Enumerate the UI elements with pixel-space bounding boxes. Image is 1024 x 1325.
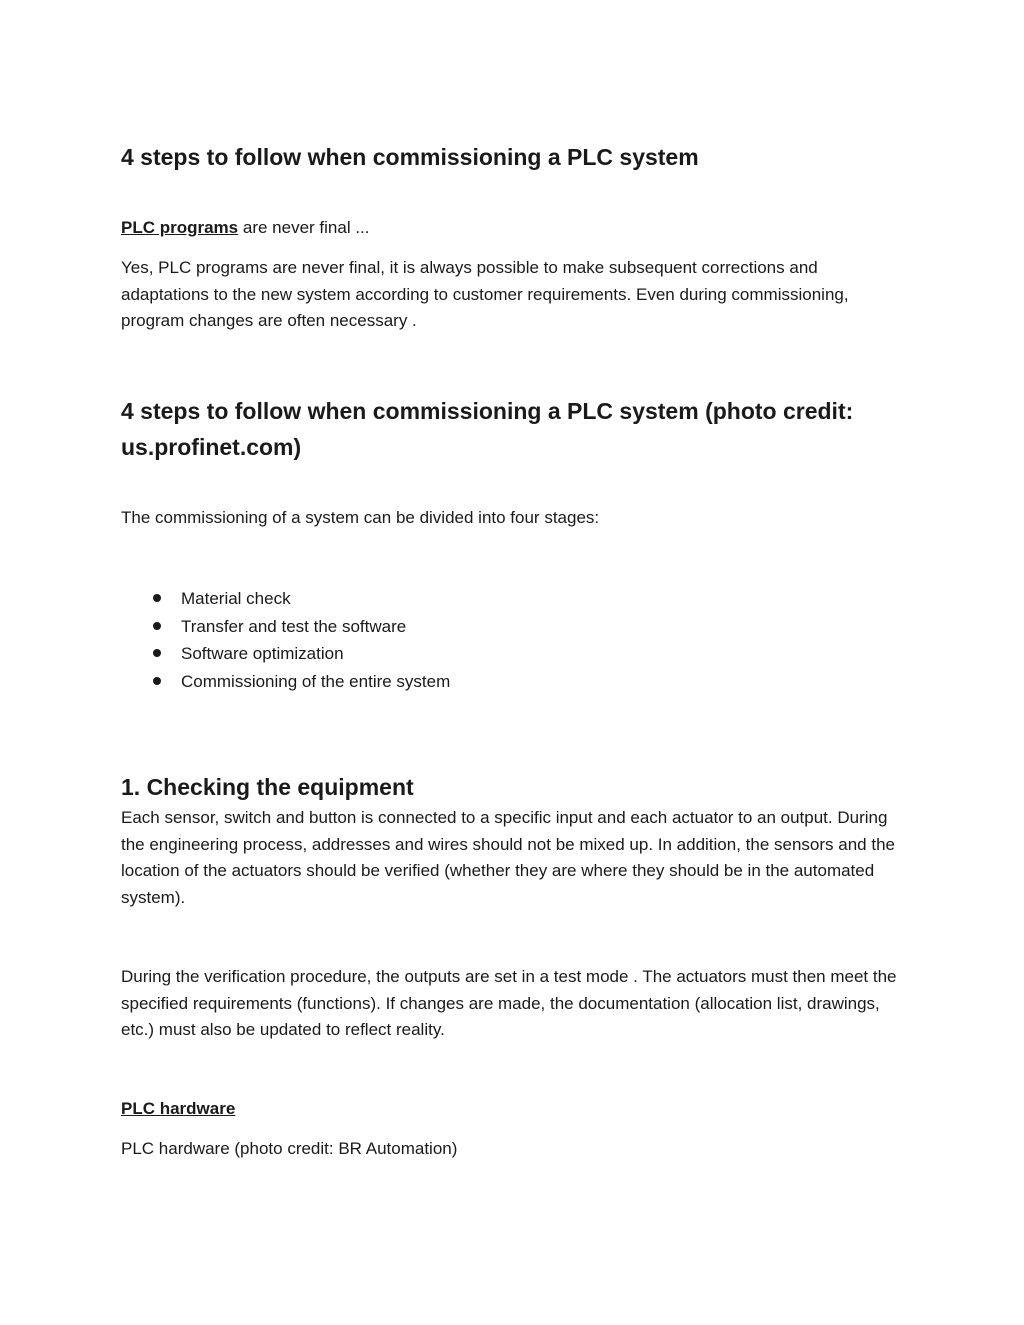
intro-rest-text: are never final ...	[238, 218, 370, 237]
bullet-icon	[153, 594, 161, 602]
page-title: 4 steps to follow when commissioning a PLC system	[121, 144, 699, 170]
section-1-paragraph-a: Each sensor, switch and button is connected to a specific input and each actuator to an output. During the engineering process, addresses and wires should not be mixed up. In addition, the sensors and the location of the actuators should be verified (whether they are where they should be in the automated system).	[121, 808, 895, 907]
list-item	[121, 613, 450, 641]
list-item-label: Material check	[181, 589, 291, 608]
hardware-heading	[121, 1096, 901, 1123]
list-item	[121, 668, 450, 696]
section-1-title: 1. Checking the equipment	[121, 774, 414, 800]
list-item-label: Software optimization	[181, 644, 344, 663]
plc-programs-link[interactable]: PLC programs	[121, 218, 239, 237]
paragraph-never-final: Yes, PLC programs are never final, it is always possible to make subsequent corrections and adaptations to the new system according to customer requirements. Even during commissioning, program changes are often necessary .	[121, 258, 849, 330]
stages-intro: The commissioning of a system can be divided into four stages:	[121, 508, 600, 527]
section-1-paragraph-b: During the verification procedure, the outputs are set in a test mode . The actuators must then meet the specified requirements (functions). If changes are made, the documentation (allocation list, drawings, etc.) must also be updated to reflect reality.	[121, 967, 897, 1039]
plc-hardware-link[interactable]: PLC hardware	[121, 1099, 236, 1118]
bullet-icon	[153, 622, 161, 630]
list-item-label: Commissioning of the entire system	[181, 671, 451, 691]
list-item-label: Transfer and test the software	[181, 616, 407, 636]
stages-list	[121, 585, 450, 695]
list-item	[121, 585, 450, 613]
hardware-caption: PLC hardware (photo credit: BR Automation)	[121, 1139, 458, 1158]
bullet-icon	[153, 649, 161, 657]
photo-heading: 4 steps to follow when commissioning a PLC system (photo credit: us.profinet.com)	[121, 398, 854, 460]
list-item	[121, 640, 450, 668]
intro-line	[121, 215, 901, 242]
bullet-icon	[153, 677, 161, 685]
